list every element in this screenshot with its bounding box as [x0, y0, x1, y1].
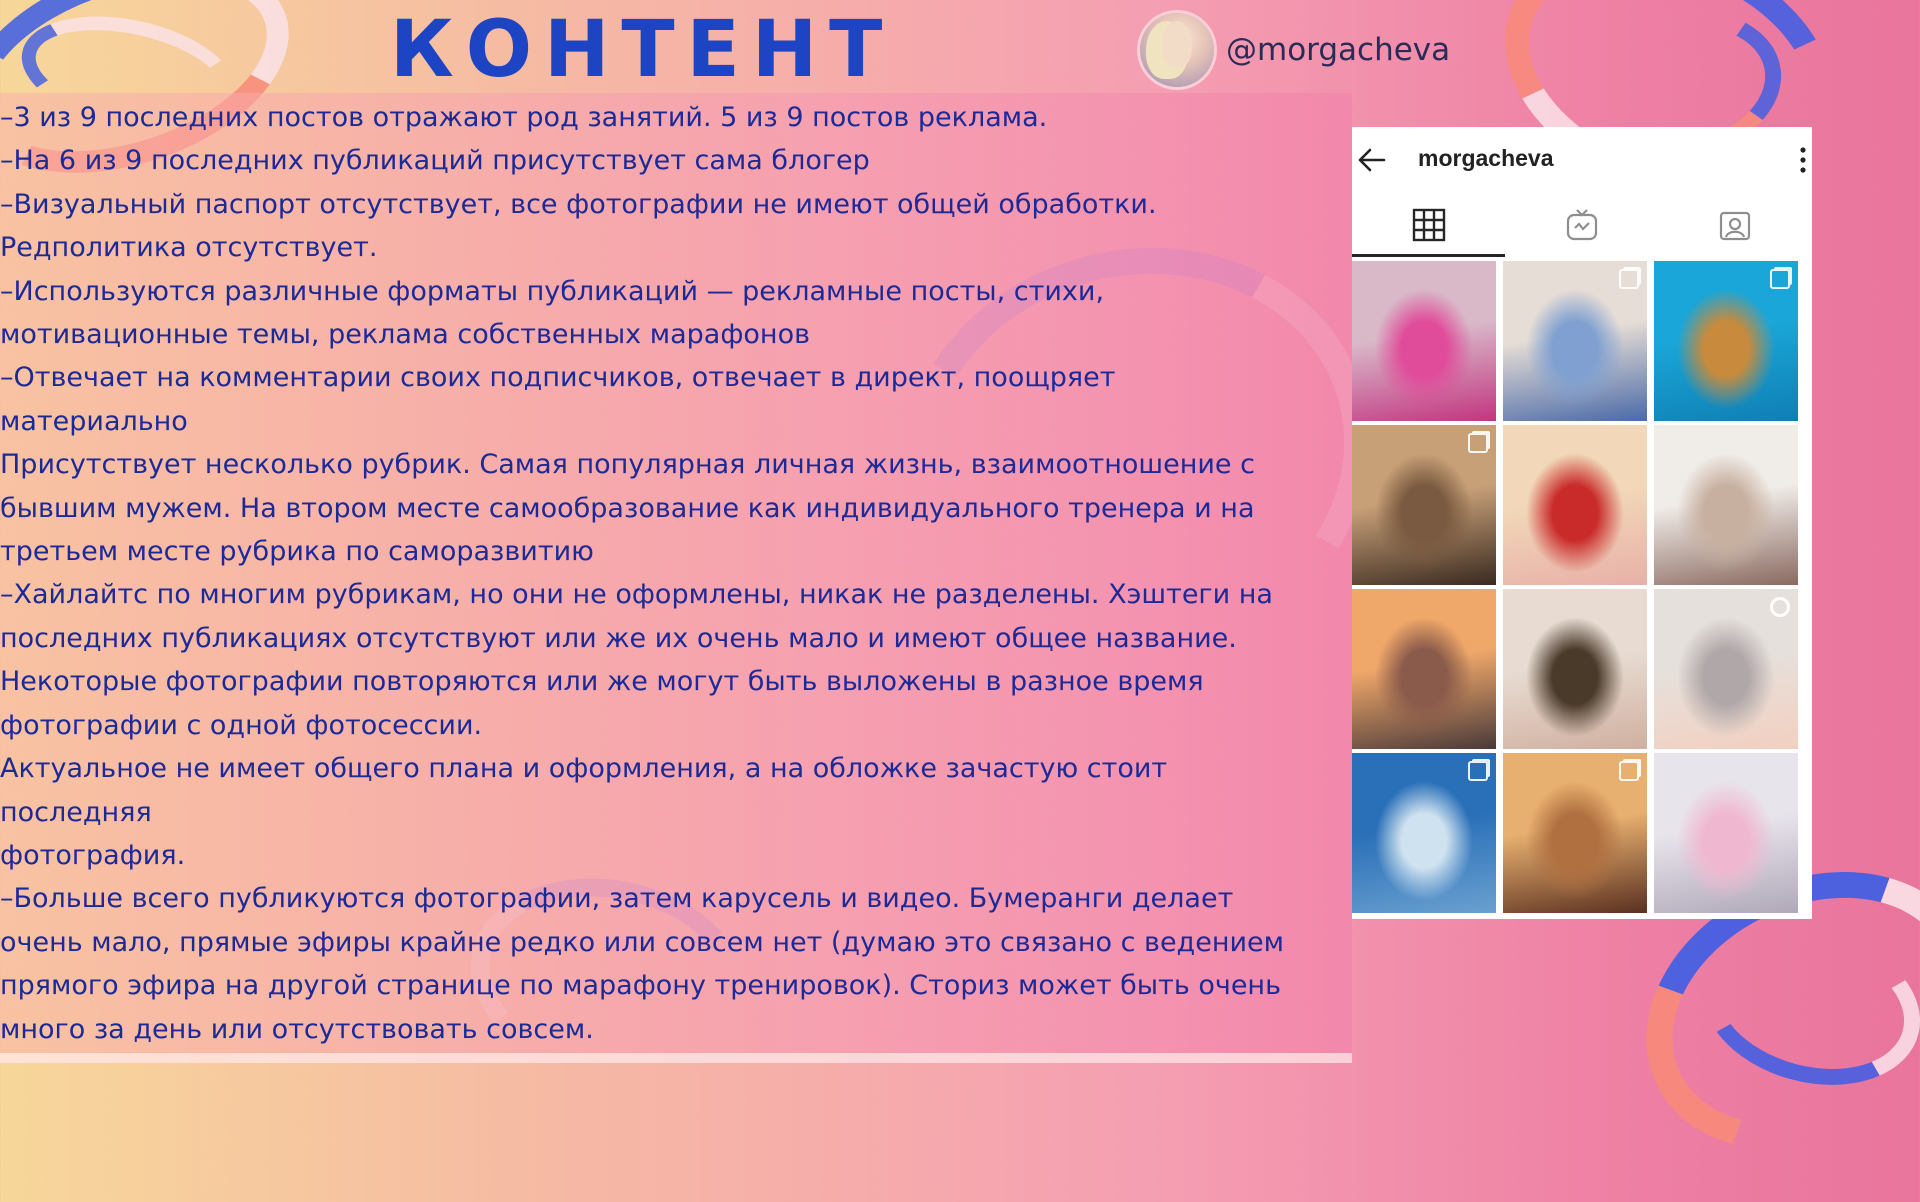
text-line: мотивационные темы, реклама собственных марафонов	[0, 319, 811, 351]
grid-icon	[1412, 208, 1446, 242]
slide-title: КОНТЕНТ	[390, 5, 895, 95]
photo-thumbnail[interactable]	[1654, 589, 1798, 749]
igtv-icon	[1565, 208, 1599, 242]
profile-handle: @morgacheva	[1226, 32, 1451, 68]
photo-thumbnail[interactable]	[1654, 261, 1798, 421]
photo-thumbnail[interactable]	[1503, 425, 1647, 585]
text-line: материально	[0, 405, 188, 437]
text-line: третьем месте рубрика по саморазвитию	[0, 536, 594, 568]
photo-thumbnail[interactable]	[1352, 753, 1496, 913]
text-line: прямого эфира на другой странице по марафону тренировок). Сториз может быть очень	[0, 970, 1281, 1002]
video-icon	[1770, 597, 1790, 617]
profile-header	[1352, 127, 1812, 193]
photo-thumbnail[interactable]	[1654, 753, 1798, 913]
carousel-icon	[1619, 761, 1639, 781]
text-line: последняя	[0, 796, 152, 828]
text-line: –На 6 из 9 последних публикаций присутствует сама блогер	[0, 145, 870, 177]
text-line: Актуальное не имеет общего плана и оформления, а на обложке зачастую стоит	[0, 753, 1168, 785]
photo-thumbnail[interactable]	[1503, 261, 1647, 421]
photo-thumbnail[interactable]	[1352, 425, 1496, 585]
more-options-icon[interactable]	[1800, 147, 1806, 173]
avatar	[1140, 13, 1214, 87]
profile-tabs	[1352, 193, 1812, 257]
text-line: фотография.	[0, 839, 186, 871]
back-arrow-icon[interactable]	[1354, 142, 1390, 178]
swirl-decoration	[1684, 904, 1920, 1108]
text-line: очень мало, прямые эфиры крайне редко или совсем нет (думаю это связано с ведением	[0, 926, 1285, 958]
text-line: –3 из 9 последних постов отражают род занятий. 5 из 9 постов реклама.	[0, 102, 1048, 133]
tab-igtv[interactable]	[1505, 193, 1658, 257]
carousel-icon	[1770, 269, 1790, 289]
text-line: –Используются различные форматы публикаций — рекламные посты, стихи,	[0, 275, 1105, 307]
photo-thumbnail[interactable]	[1503, 589, 1647, 749]
text-line: последних публикациях отсутствуют или же их очень мало и имеют общее название.	[0, 622, 1237, 654]
text-line: Присутствует несколько рубрик. Самая популярная личная жизнь, взаимоотношение с	[0, 449, 1255, 481]
photo-thumbnail[interactable]	[1352, 589, 1496, 749]
photo-thumbnail[interactable]	[1503, 753, 1647, 913]
text-line: –Больше всего публикуются фотографии, затем карусель и видео. Бумеранги делает	[0, 883, 1234, 915]
text-line: Некоторые фотографии повторяются или же могут быть выложены в разное время	[0, 666, 1204, 698]
text-line: фотографии с одной фотосессии.	[0, 709, 483, 741]
tab-tagged[interactable]	[1659, 193, 1812, 257]
carousel-icon	[1468, 433, 1488, 453]
text-line: Редполитика отсутствует.	[0, 232, 378, 264]
text-line: много за день или отсутствовать совсем.	[0, 1013, 594, 1045]
text-line: –Отвечает на комментарии своих подписчиков, отвечает в директ, поощряет	[0, 362, 1116, 394]
text-line: бывшим мужем. На втором месте самообразование как индивидуального тренера и на	[0, 492, 1255, 524]
text-line: –Визуальный паспорт отсутствует, все фотографии не имеют общей обработки.	[0, 188, 1157, 220]
instagram-profile-screenshot	[1352, 127, 1812, 919]
text-line: –Хайлайтс по многим рубрикам, но они не оформлены, никак не разделены. Хэштеги на	[0, 579, 1273, 611]
photo-thumbnail[interactable]	[1654, 425, 1798, 585]
tagged-icon	[1718, 208, 1752, 242]
profile-username: morgacheva	[1418, 145, 1554, 171]
photo-thumbnail[interactable]	[1352, 261, 1496, 421]
tab-grid[interactable]	[1352, 193, 1505, 257]
profile-chip	[1140, 12, 1450, 88]
photo-grid	[1352, 261, 1812, 913]
carousel-icon	[1468, 761, 1488, 781]
content-description	[0, 96, 1350, 1051]
carousel-icon	[1619, 269, 1639, 289]
